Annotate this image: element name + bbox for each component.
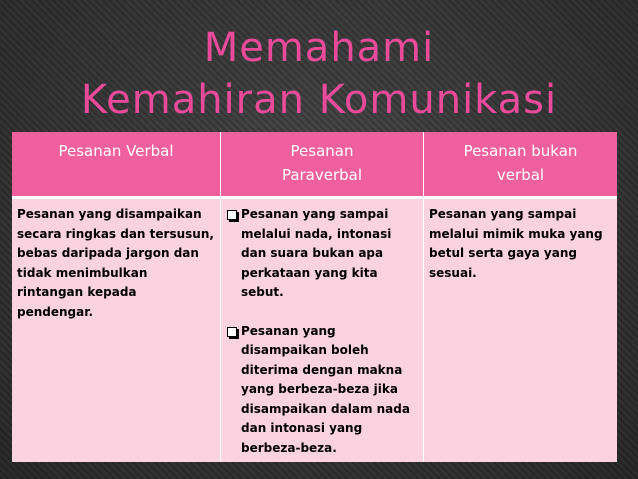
- header-paraverbal: Pesanan Paraverbal: [220, 132, 423, 196]
- bullet-text: Pesanan yang sampai melalui nada, intonasi dan suara bukan apa perkataan yang kita sebut.: [241, 207, 392, 299]
- list-item: [226, 205, 419, 303]
- table-header-row: [12, 132, 617, 196]
- title-line-1: Memahami: [203, 25, 435, 71]
- list-item: [226, 322, 419, 459]
- checkbox-bullet-icon: [227, 210, 237, 220]
- comparison-table: [12, 132, 617, 462]
- cell-bukan-verbal: Pesanan yang sampai melalui mimik muka yang betul serta gaya yang sesuai.: [423, 199, 617, 462]
- cell-paraverbal: [220, 199, 423, 462]
- checkbox-bullet-icon: [227, 327, 237, 337]
- cell-verbal: Pesanan yang disampaikan secara ringkas dan tersusun, bebas daripada jargon dan tidak menimbulkan rintangan kepada pendengar.: [12, 199, 220, 462]
- header-bukan-verbal: Pesanan bukan verbal: [423, 132, 617, 196]
- table-body-row: [12, 196, 617, 462]
- slide-title: [0, 22, 638, 126]
- header-verbal: Pesanan Verbal: [12, 132, 220, 196]
- title-line-2: Kemahiran Komunikasi: [80, 77, 558, 123]
- bullet-text: Pesanan yang disampaikan boleh diterima dengan makna yang berbeza-beza jika disampaikan dalam nada dan intonasi yang berbeza-beza.: [241, 323, 410, 455]
